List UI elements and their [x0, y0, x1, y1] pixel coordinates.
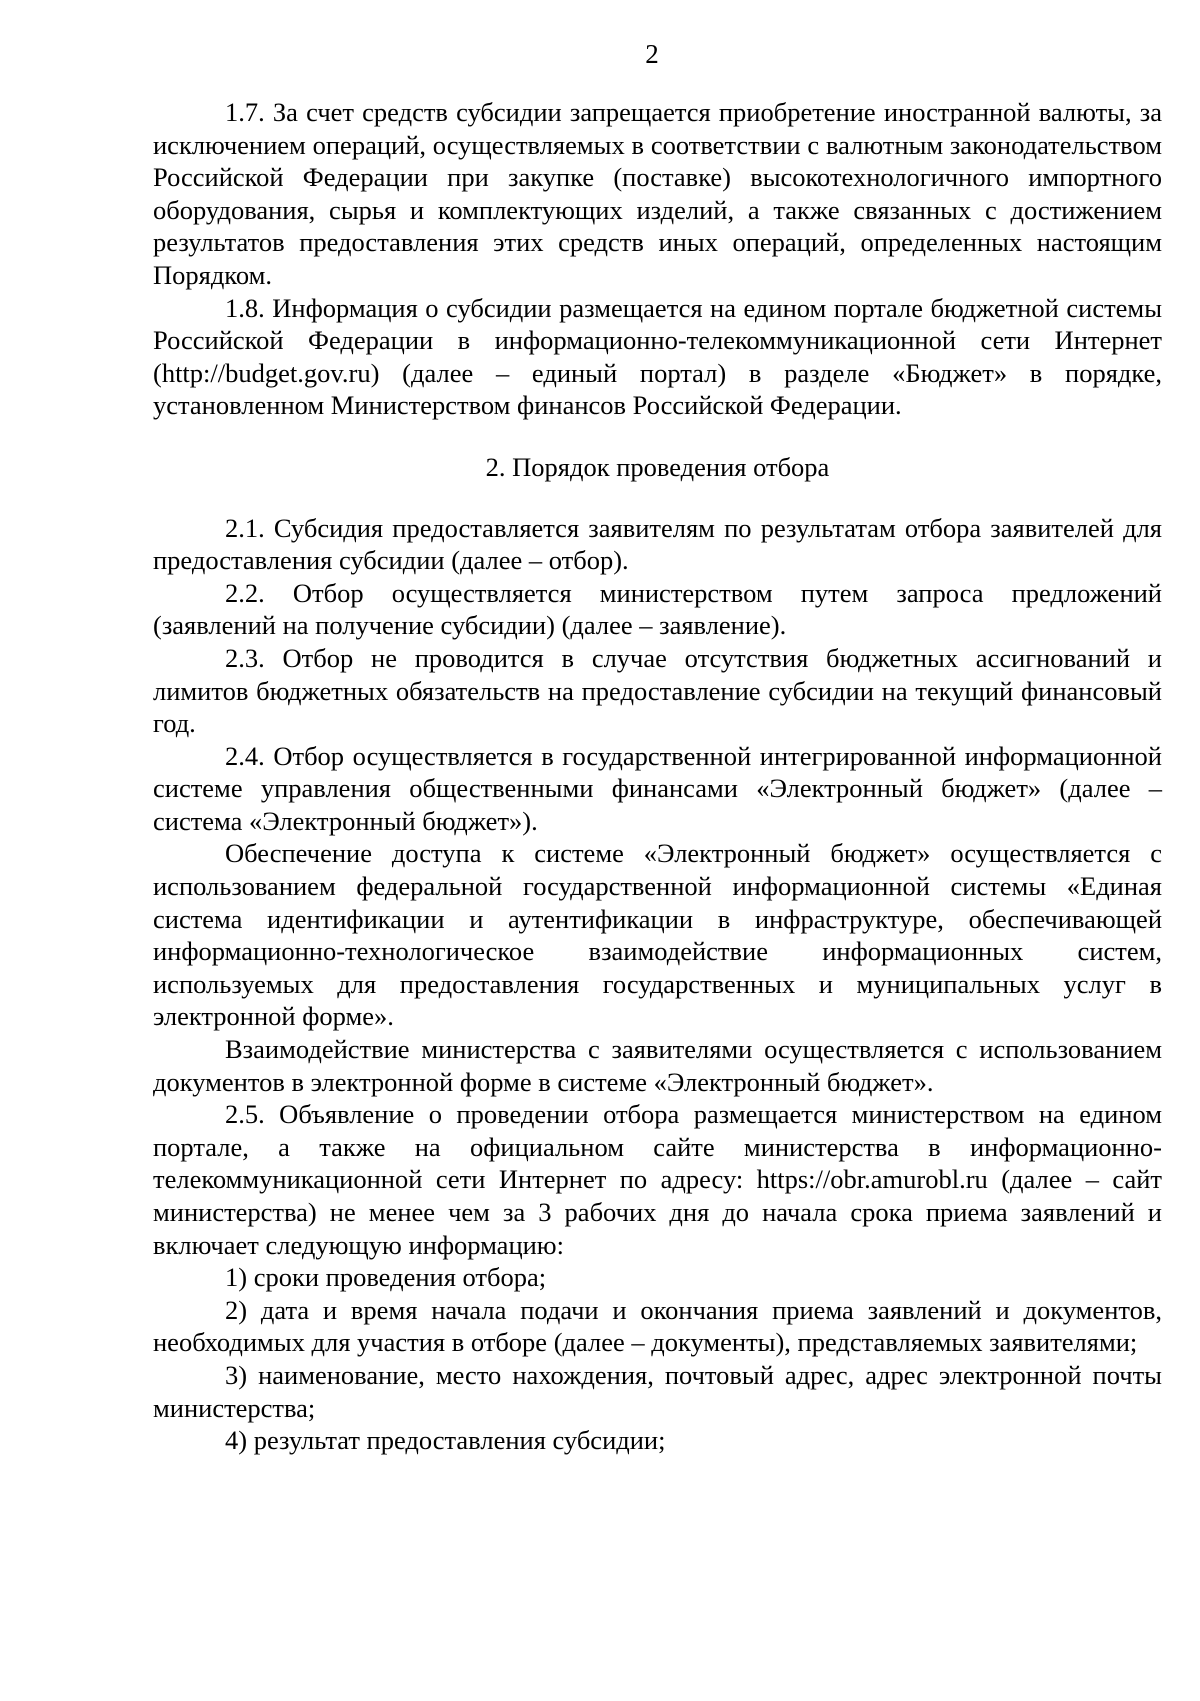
document-body [153, 96, 1162, 1457]
page-number: 2 [645, 39, 659, 69]
paragraph-2-5: 2.5. Объявление о проведении отбора размещается министерством на едином портале, а также на официальном сайте министерства в информационно-телекоммуникационной сети Интернет по адресу: https://obr.amurobl.ru (далее – сайт министерства) не менее чем за 3 рабочих дня до начала срока приема заявлений и включает следующую информацию: [153, 1099, 1162, 1260]
paragraph-1-7: 1.7. За счет средств субсидии запрещается приобретение иностранной валюты, за исключением операций, осуществляемых в соответствии с валютным законодательством Российской Федерации при закупке (поставке) высокотехнологичного импортного оборудования, сырья и комплектующих изделий, а также связанных с достижением результатов предоставления этих средств иных операций, определенных настоящим Порядком. [153, 97, 1162, 290]
paragraph-1-8: 1.8. Информация о субсидии размещается на едином портале бюджетной системы Российской Федерации в информационно-телекоммуникационной сети Интернет (http://budget.gov.ru) (далее – единый портал) в разделе «Бюджет» в порядке, установленном Министерством финансов Российской Федерации. [153, 292, 1162, 421]
list-item: 2) дата и время начала подачи и окончания приема заявлений и документов, необходимых для участия в отборе (далее – документы), представляемых заявителями; [153, 1294, 1162, 1358]
paragraph-2-1: 2.1. Субсидия предоставляется заявителям по результатам отбора заявителей для предоставления субсидии (далее – отбор). [153, 512, 1162, 576]
section-2-heading: 2. Порядок проведения отбора [485, 451, 830, 482]
paragraph-2-3: 2.3. Отбор не проводится в случае отсутствия бюджетных ассигнований и лимитов бюджетных обязательств на предоставление субсидии на текущий финансовый год. [153, 642, 1162, 739]
paragraph-2-2: 2.2. Отбор осуществляется министерством путем запроса предложений (заявлений на получение субсидии) (далее – заявление). [153, 577, 1162, 641]
list-item: 1) сроки проведения отбора; [225, 1262, 547, 1293]
list-item: 3) наименование, место нахождения, почтовый адрес, адрес электронной почты министерства; [153, 1359, 1162, 1423]
paragraph-access: Обеспечение доступа к системе «Электронный бюджет» осуществляется с использованием федеральной государственной информационной системы «Единая система идентификации и аутентификации в инфраструктуре, обеспечивающей информационно-технологическое взаимодействие информационных систем, используемых для предоставления государственных и муниципальных услуг в электронной форме». [153, 838, 1162, 1032]
paragraph-interaction: Взаимодействие министерства с заявителями осуществляется с использованием документов в электронной форме в системе «Электронный бюджет». [153, 1034, 1162, 1097]
list-item: 4) результат предоставления субсидии; [225, 1425, 666, 1456]
paragraph-2-4: 2.4. Отбор осуществляется в государственной интегрированной информационной системе управления общественными финансами «Электронный бюджет» (далее – система «Электронный бюджет»). [153, 740, 1162, 836]
